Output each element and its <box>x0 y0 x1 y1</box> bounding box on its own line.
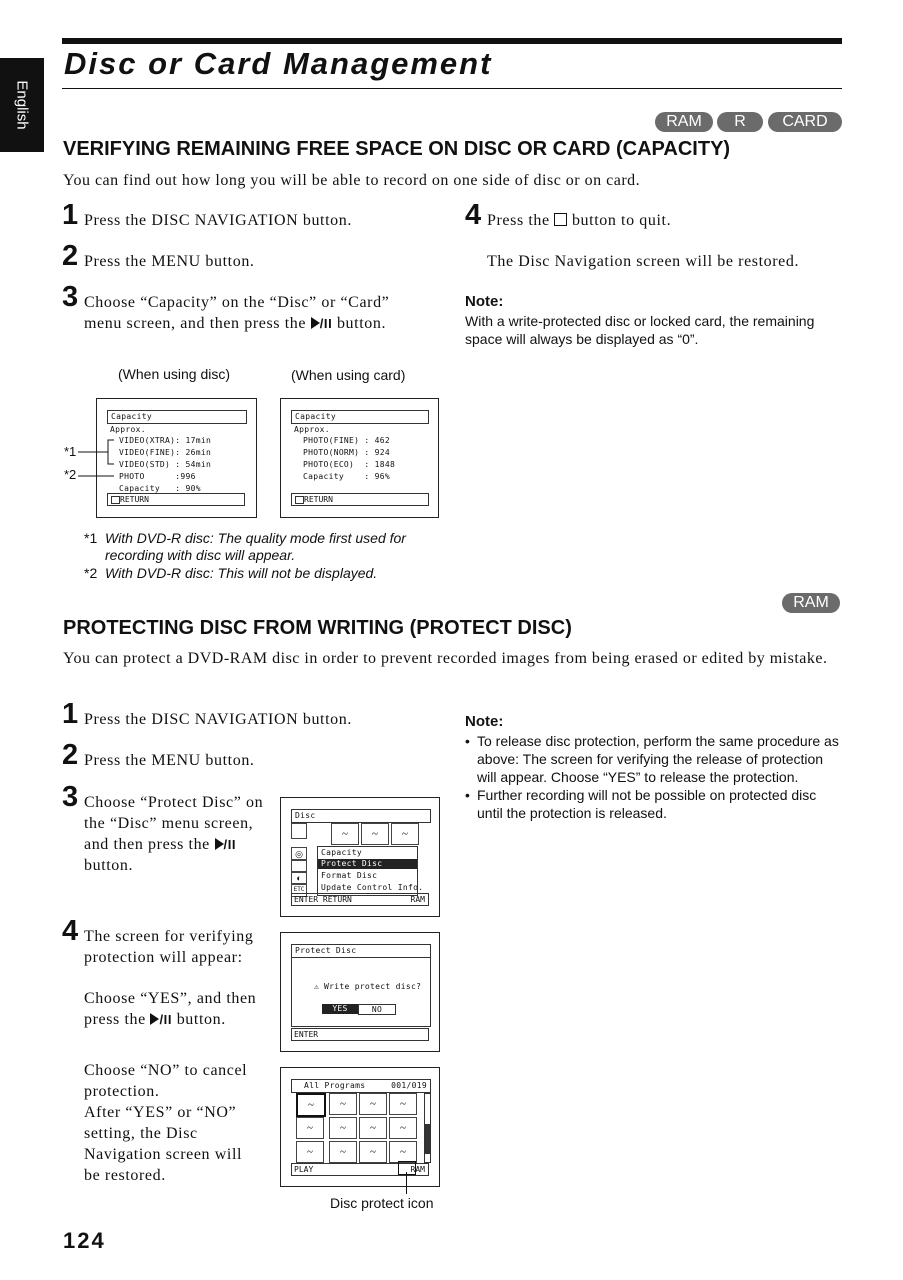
badge-r: R <box>717 112 763 132</box>
step-line: The screen for verifying <box>84 928 254 945</box>
step-line: Choose “NO” to cancel <box>84 1062 248 1079</box>
footnote: With DVD-R disc: This will not be displayed. <box>105 565 378 581</box>
step-text <box>84 926 284 1030</box>
thumbnail: ~ <box>329 1141 357 1163</box>
badge-ram: RAM <box>782 593 840 613</box>
section-capacity-intro: You can find out how long you will be able to record on one side of disc or on card. <box>63 172 641 189</box>
caption-disc: (When using disc) <box>118 366 231 382</box>
screen-line: PHOTO(ECO) : 1848 <box>303 460 396 469</box>
marker-brackets <box>78 436 122 486</box>
step-text <box>487 210 671 231</box>
language-label: English <box>13 80 31 130</box>
enter-label: ENTER <box>294 1030 319 1039</box>
step-number: 1 <box>62 698 79 730</box>
play-label: PLAY <box>294 1165 314 1174</box>
etc-icon: ETC <box>291 883 307 897</box>
step-number: 2 <box>62 240 79 272</box>
footnote: With DVD-R disc: The quality mode first used for recording with disc will appear. <box>105 530 406 563</box>
cancel-instructions <box>84 1060 284 1186</box>
protect-confirm-screen <box>280 932 440 1052</box>
note-bullets <box>465 732 845 822</box>
menu-footer <box>291 893 429 906</box>
footnote-mark: *2 <box>84 565 98 581</box>
title-rule-bottom <box>62 88 842 89</box>
ram-label: RAM <box>410 895 425 904</box>
stop-icon <box>295 496 304 504</box>
return-bar <box>291 493 429 506</box>
disc-icon: ◎ <box>291 847 307 861</box>
menu-item-format-disc: Format Disc <box>321 871 378 880</box>
step-line: protection. <box>84 1083 160 1100</box>
settings-icon: ◐ <box>291 871 307 885</box>
menu-item-update-control: Update Control Info. <box>321 883 424 892</box>
step-line: Choose “YES”, and then <box>84 990 257 1007</box>
screen-title-bar <box>291 410 429 424</box>
section-capacity-heading: VERIFYING REMAINING FREE SPACE ON DISC OR CARD (CAPACITY) <box>63 138 731 160</box>
play-icon <box>150 1013 159 1025</box>
badge-ram: RAM <box>655 112 713 132</box>
disc-navigation-screen <box>280 1067 440 1187</box>
step-text <box>84 792 284 876</box>
scrollbar <box>424 1093 431 1163</box>
return-label: RETURN <box>322 895 352 904</box>
footnote-mark: *1 <box>84 530 98 546</box>
screen-title-bar <box>107 410 247 424</box>
marker-2: *2 <box>64 467 77 482</box>
thumbnail: ~ <box>389 1117 417 1139</box>
stop-button-icon <box>554 213 567 226</box>
screen-title: Disc <box>295 811 316 820</box>
thumbnail: ~ <box>296 1117 324 1139</box>
step-line-part: menu screen, and then press the <box>84 315 307 332</box>
step-line-part: and then press the <box>84 836 210 853</box>
screen-title-bar <box>291 809 431 823</box>
step-number: 3 <box>62 781 79 813</box>
menu-list <box>317 846 424 896</box>
caption-card: (When using card) <box>291 367 406 383</box>
callout-line <box>406 1172 407 1194</box>
step-line <box>84 834 284 855</box>
page-number: 124 <box>63 1228 106 1253</box>
note-bullet <box>465 786 845 822</box>
bullet-dot: • <box>465 787 470 803</box>
thumbnail-selected: ~ <box>296 1093 326 1117</box>
thumbnail: ~ <box>359 1117 387 1139</box>
step-text <box>84 292 444 334</box>
step-line: button. <box>84 857 134 874</box>
step-line-part: Press the <box>487 212 550 229</box>
thumbnail: ~ <box>361 823 389 845</box>
step-line-part: button to quit. <box>571 212 672 229</box>
step-number: 2 <box>62 739 79 771</box>
step-result: The Disc Navigation screen will be restored. <box>487 253 800 270</box>
thumbnail: ~ <box>389 1093 417 1115</box>
scrollbar-thumb <box>425 1124 430 1154</box>
dialog-box <box>291 957 431 1027</box>
yes-option: YES <box>322 1004 358 1014</box>
screen-title: Protect Disc <box>295 946 357 955</box>
step-number: 4 <box>62 915 79 947</box>
marker-1: *1 <box>64 444 77 459</box>
step-line <box>84 1009 284 1030</box>
disc-protect-icon <box>398 1161 416 1175</box>
screen-line: Approx. <box>294 425 330 434</box>
play-icon <box>215 838 224 850</box>
step-line: Choose “Capacity” on the “Disc” or “Card” <box>84 294 390 311</box>
step-text: Press the DISC NAVIGATION button. <box>84 212 352 229</box>
screen-title: Capacity <box>111 412 152 421</box>
disc-protect-caption: Disc protect icon <box>330 1195 434 1211</box>
note-bullet-text: To release disc protection, perform the same procedure as above: The screen for verifying the release of protection will appear. Choose “YES” to release the protection. <box>477 733 839 785</box>
page-title: Disc or Card Management <box>64 46 493 81</box>
return-bar <box>107 493 245 506</box>
return-label: RETURN <box>304 495 333 504</box>
bullet-dot: • <box>465 733 470 749</box>
dialog-question: Write protect disc? <box>324 982 422 991</box>
language-tab <box>0 58 44 152</box>
screen-title: Capacity <box>295 412 336 421</box>
step-text: Press the DISC NAVIGATION button. <box>84 711 352 728</box>
screen-line: VIDEO(XTRA): 17min <box>119 436 212 445</box>
thumbnail: ~ <box>331 823 359 845</box>
screen-line: PHOTO(FINE) : 462 <box>303 436 390 445</box>
warning-icon: ⚠ <box>314 982 320 991</box>
step-line: protection will appear: <box>84 949 243 966</box>
menu-item-capacity: Capacity <box>321 848 362 857</box>
screen-line: Capacity : 96% <box>303 472 390 481</box>
step-line-part: button. <box>176 1011 226 1028</box>
screen-title-bar <box>291 944 431 958</box>
thumbnail: ~ <box>359 1093 387 1115</box>
thumbnail: ~ <box>391 823 419 845</box>
card-capacity-screen <box>280 398 439 518</box>
step-line: After “YES” or “NO” <box>84 1104 237 1121</box>
spacer <box>84 968 284 988</box>
pause-icon: /II <box>159 1012 173 1027</box>
stop-icon <box>111 496 120 504</box>
screen-line: Capacity : 90% <box>119 484 201 493</box>
thumbnail: ~ <box>329 1117 357 1139</box>
note-title: Note: <box>465 713 504 730</box>
screen-line: PHOTO :996 <box>119 472 196 481</box>
screen-line: PHOTO(NORM) : 924 <box>303 448 390 457</box>
enter-label: ENTER <box>294 895 319 904</box>
title-rule-top <box>62 38 842 44</box>
screen-line: VIDEO(STD) : 54min <box>119 460 212 469</box>
pause-icon: /II <box>223 837 237 852</box>
step-line: setting, the Disc <box>84 1125 198 1142</box>
note-bullet <box>465 732 845 786</box>
menu-item-protect-disc: Protect Disc <box>318 859 417 869</box>
badge-card: CARD <box>768 112 842 132</box>
step-text: Press the MENU button. <box>84 752 255 769</box>
step-line <box>84 313 444 334</box>
thumbnail: ~ <box>359 1141 387 1163</box>
step-number: 3 <box>62 281 79 313</box>
section-protect-intro: You can protect a DVD-RAM disc in order to prevent recorded images from being erased or edited by mistake. <box>63 650 828 667</box>
play-icon <box>311 317 320 329</box>
note-bullet-text: Further recording will not be possible on protected disc until the protection is released. <box>477 787 817 821</box>
screen-line: VIDEO(FINE): 26min <box>119 448 212 457</box>
section-protect-heading: PROTECTING DISC FROM WRITING (PROTECT DISC) <box>63 617 572 639</box>
return-label: RETURN <box>120 495 149 504</box>
disc-menu-screen <box>280 797 440 917</box>
pause-icon: /II <box>319 316 333 331</box>
confirm-footer <box>291 1028 429 1041</box>
note-title: Note: <box>465 293 504 310</box>
step-line-part: button. <box>336 315 387 332</box>
step-line: Navigation screen will <box>84 1146 243 1163</box>
note-text: With a write-protected disc or locked card, the remaining space will always be displayed as “0”. <box>465 313 815 347</box>
menu-icon <box>291 823 307 839</box>
no-option: NO <box>358 1004 396 1015</box>
step-number: 4 <box>465 199 482 231</box>
step-line-part: press the <box>84 1011 146 1028</box>
screen-title: All Programs <box>304 1081 366 1090</box>
program-counter: 001/019 <box>391 1081 427 1090</box>
screen-line: Approx. <box>110 425 146 434</box>
step-line: Choose “Protect Disc” on <box>84 794 264 811</box>
step-line: be restored. <box>84 1167 166 1184</box>
thumbnail: ~ <box>296 1141 324 1163</box>
step-line: the “Disc” menu screen, <box>84 815 254 832</box>
thumbnail: ~ <box>389 1141 417 1163</box>
screen-title-bar <box>291 1079 431 1093</box>
step-text: Press the MENU button. <box>84 253 255 270</box>
step-number: 1 <box>62 199 79 231</box>
thumbnail: ~ <box>329 1093 357 1115</box>
ram-label: RAM <box>410 1165 425 1174</box>
